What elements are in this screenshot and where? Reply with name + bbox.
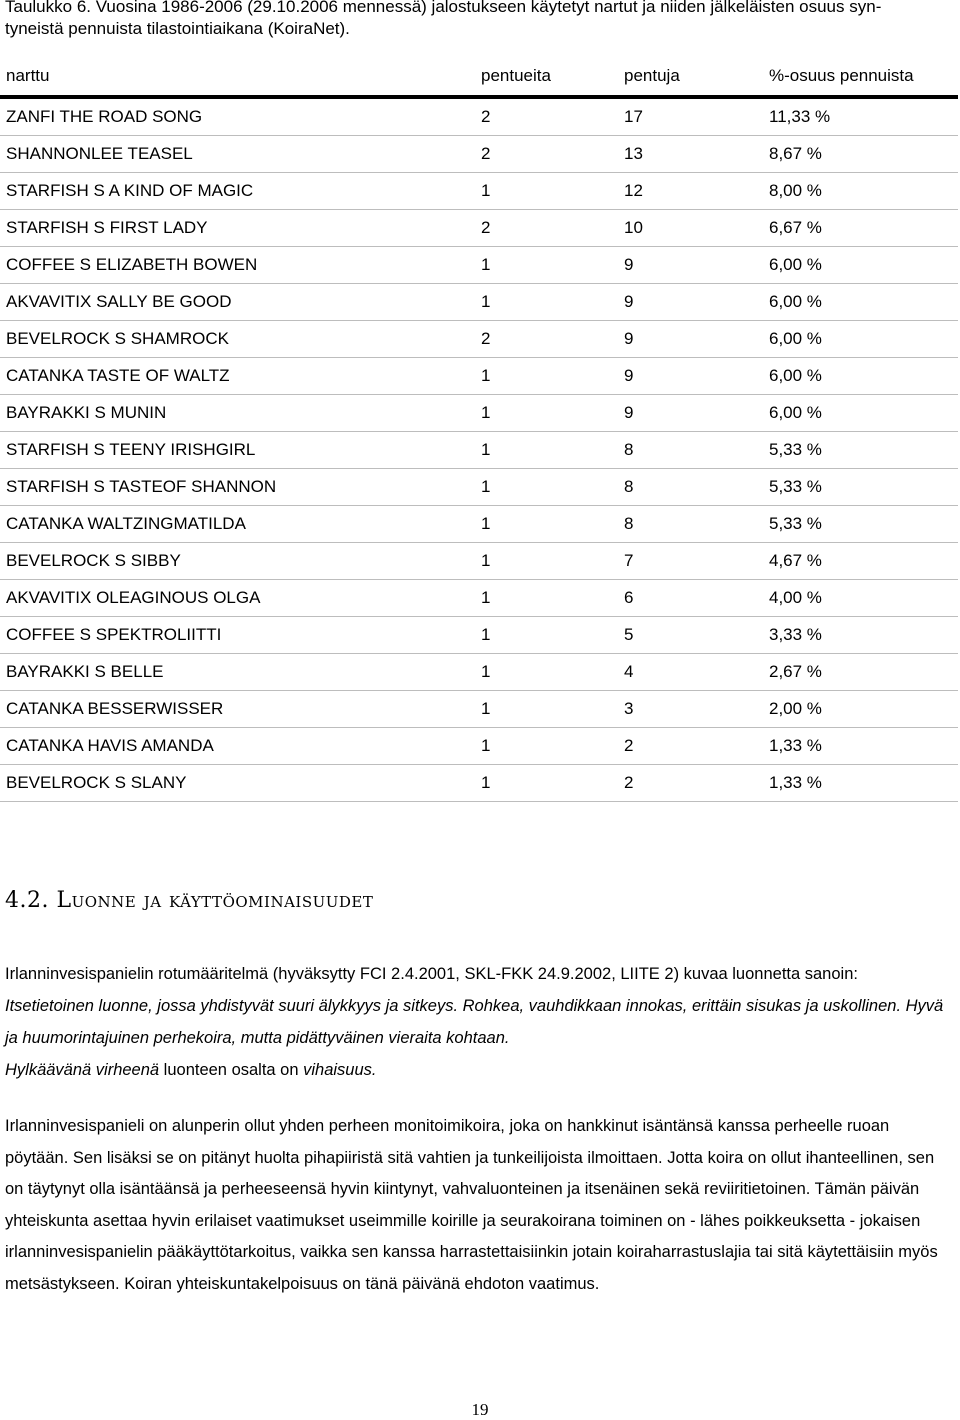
table-caption [5, 0, 955, 40]
cell-pentuja: 8 [620, 469, 765, 506]
cell-pentuja: 9 [620, 247, 765, 284]
cell-narttu: COFFEE S SPEKTROLIITTI [0, 617, 477, 654]
cell-pentuja: 9 [620, 284, 765, 321]
table-row [0, 654, 958, 691]
cell-pentueita: 1 [477, 173, 620, 210]
caption-line-2: tyneistä pennuista tilastointiaikana (KoiraNet). [5, 19, 350, 38]
cell-osuus: 5,33 % [765, 432, 958, 469]
cell-osuus: 6,00 % [765, 395, 958, 432]
cell-narttu: CATANKA WALTZINGMATILDA [0, 506, 477, 543]
cell-narttu: STARFISH S A KIND OF MAGIC [0, 173, 477, 210]
cell-pentuja: 5 [620, 617, 765, 654]
cell-pentuja: 12 [620, 173, 765, 210]
cell-osuus: 5,33 % [765, 506, 958, 543]
cell-narttu: BEVELROCK S SHAMROCK [0, 321, 477, 358]
fault-label: Hylkäävänä virheenä [5, 1061, 160, 1079]
cell-pentueita: 1 [477, 432, 620, 469]
cell-pentuja: 2 [620, 728, 765, 765]
cell-pentuja: 10 [620, 210, 765, 247]
cell-pentuja: 17 [620, 97, 765, 136]
table-row [0, 617, 958, 654]
cell-narttu: CATANKA TASTE OF WALTZ [0, 358, 477, 395]
cell-osuus: 2,00 % [765, 691, 958, 728]
table-row [0, 247, 958, 284]
cell-narttu: STARFISH S TEENY IRISHGIRL [0, 432, 477, 469]
cell-osuus: 5,33 % [765, 469, 958, 506]
cell-pentuja: 6 [620, 580, 765, 617]
cell-pentueita: 1 [477, 395, 620, 432]
table-row [0, 432, 958, 469]
cell-pentuja: 13 [620, 136, 765, 173]
table-row [0, 321, 958, 358]
cell-pentueita: 1 [477, 247, 620, 284]
table-row [0, 506, 958, 543]
cell-pentuja: 7 [620, 543, 765, 580]
cell-osuus: 6,67 % [765, 210, 958, 247]
cell-pentuja: 8 [620, 432, 765, 469]
history-paragraph: Irlanninvesispanieli on alunperin ollut yhden perheen monitoimikoira, joka on hankkinut isäntänsä kanssa perheelle ruoan pöytään. Sen lisäksi se on pitänyt huolta pihapiiristä sitä vahtien ja tunkeilijoista ilmoittaen. Jotta koira on ollut ihanteellinen, sen on täytynyt olla isäntäänsä ja perheeseensä hyvin kiintynyt, vahvaluonteinen ja itsenäinen sekä reviiritietoinen. Tämän päivän yhteiskunta asettaa hyvin erilaiset vaatimukset useimmille koirille ja seurakoiranа toiminen on - lähes poikkeuksetta - jokaisen irlanninvesispanielin pääkäyttötarkoitus, vaikka sen kanssa harrastettaisiinkin jotain koiraharrastuslajia tai sitä käytettäisiin myös metsästykseen. Koiran yhteiskuntakelpoisuus on tänä päivänä ehdoton vaatimus. [5, 1117, 938, 1293]
table-row [0, 173, 958, 210]
cell-narttu: STARFISH S TASTEOF SHANNON [0, 469, 477, 506]
cell-osuus: 2,67 % [765, 654, 958, 691]
cell-narttu: BAYRAKKI S MUNIN [0, 395, 477, 432]
cell-osuus: 6,00 % [765, 247, 958, 284]
table-row [0, 765, 958, 802]
page-number: 19 [471, 1400, 489, 1419]
cell-narttu: AKVAVITIX OLEAGINOUS OLGA [0, 580, 477, 617]
cell-pentueita: 2 [477, 321, 620, 358]
cell-pentueita: 1 [477, 765, 620, 802]
cell-pentueita: 1 [477, 358, 620, 395]
cell-pentueita: 1 [477, 506, 620, 543]
cell-osuus: 3,33 % [765, 617, 958, 654]
cell-narttu: AKVAVITIX SALLY BE GOOD [0, 284, 477, 321]
cell-osuus: 4,67 % [765, 543, 958, 580]
cell-pentueita: 2 [477, 97, 620, 136]
cell-pentueita: 1 [477, 617, 620, 654]
standard-quote: Itsetietoinen luonne, jossa yhdistyvät suuri älykkyys ja sitkeys. Rohkea, vauhdikkaan innokas, erittäin sisukas ja uskollinen. Hyvä ja huumorintajuinen perhekoira, mutta pidättyväinen vieraita kohtaan. [5, 997, 944, 1047]
cell-pentueita: 1 [477, 728, 620, 765]
standard-intro: Irlanninvesispanielin rotumääritelmä (hyväksytty FCI 2.4.2001, SKL-FKK 24.9.2002, LIITE 2) kuvaa luonnetta sanoin: [5, 965, 858, 983]
cell-pentueita: 1 [477, 543, 620, 580]
cell-pentuja: 9 [620, 321, 765, 358]
table-body [0, 97, 958, 802]
cell-narttu: COFFEE S ELIZABETH BOWEN [0, 247, 477, 284]
cell-pentuja: 8 [620, 506, 765, 543]
cell-pentuja: 4 [620, 654, 765, 691]
table-row [0, 97, 958, 136]
fault-value: vihaisuus. [303, 1061, 377, 1079]
cell-narttu: CATANKA BESSERWISSER [0, 691, 477, 728]
breeding-females-table [0, 57, 958, 802]
cell-narttu: STARFISH S FIRST LADY [0, 210, 477, 247]
cell-narttu: BEVELROCK S SIBBY [0, 543, 477, 580]
table-row [0, 691, 958, 728]
table-row [0, 284, 958, 321]
table-row [0, 395, 958, 432]
cell-osuus: 6,00 % [765, 284, 958, 321]
cell-pentueita: 1 [477, 469, 620, 506]
table-header [0, 57, 958, 97]
cell-osuus: 1,33 % [765, 765, 958, 802]
cell-pentueita: 1 [477, 691, 620, 728]
cell-narttu: BAYRAKKI S BELLE [0, 654, 477, 691]
cell-osuus: 6,00 % [765, 321, 958, 358]
header-narttu: narttu [0, 57, 477, 97]
cell-pentuja: 2 [620, 765, 765, 802]
table-row [0, 728, 958, 765]
cell-osuus: 1,33 % [765, 728, 958, 765]
cell-pentuja: 9 [620, 358, 765, 395]
table-row [0, 580, 958, 617]
table-row [0, 136, 958, 173]
header-pentueita: pentueita [477, 57, 620, 97]
cell-osuus: 11,33 % [765, 97, 958, 136]
cell-osuus: 8,67 % [765, 136, 958, 173]
table-row [0, 358, 958, 395]
cell-pentueita: 1 [477, 654, 620, 691]
fault-text: luonteen osalta on [159, 1061, 304, 1079]
header-pentuja: pentuja [620, 57, 765, 97]
cell-narttu: BEVELROCK S SLANY [0, 765, 477, 802]
cell-pentueita: 2 [477, 136, 620, 173]
cell-osuus: 6,00 % [765, 358, 958, 395]
cell-narttu: CATANKA HAVIS AMANDA [0, 728, 477, 765]
breed-standard-paragraph [5, 958, 953, 1086]
header-osuus: %-osuus pennuista [765, 57, 958, 97]
cell-pentueita: 1 [477, 580, 620, 617]
cell-pentuja: 3 [620, 691, 765, 728]
cell-osuus: 8,00 % [765, 173, 958, 210]
table-row [0, 469, 958, 506]
cell-pentueita: 1 [477, 284, 620, 321]
section-heading: 4.2. Luonne ja käyttöominaisuudet [5, 888, 374, 913]
cell-osuus: 4,00 % [765, 580, 958, 617]
cell-narttu: ZANFI THE ROAD SONG [0, 97, 477, 136]
cell-narttu: SHANNONLEE TEASEL [0, 136, 477, 173]
table-row [0, 210, 958, 247]
cell-pentuja: 9 [620, 395, 765, 432]
table-row [0, 543, 958, 580]
cell-pentueita: 2 [477, 210, 620, 247]
caption-line-1: Taulukko 6. Vuosina 1986-2006 (29.10.2006 mennessä) jalostukseen käytetyt nartut ja niiden jälkeläisten osuus syn- [5, 0, 882, 16]
